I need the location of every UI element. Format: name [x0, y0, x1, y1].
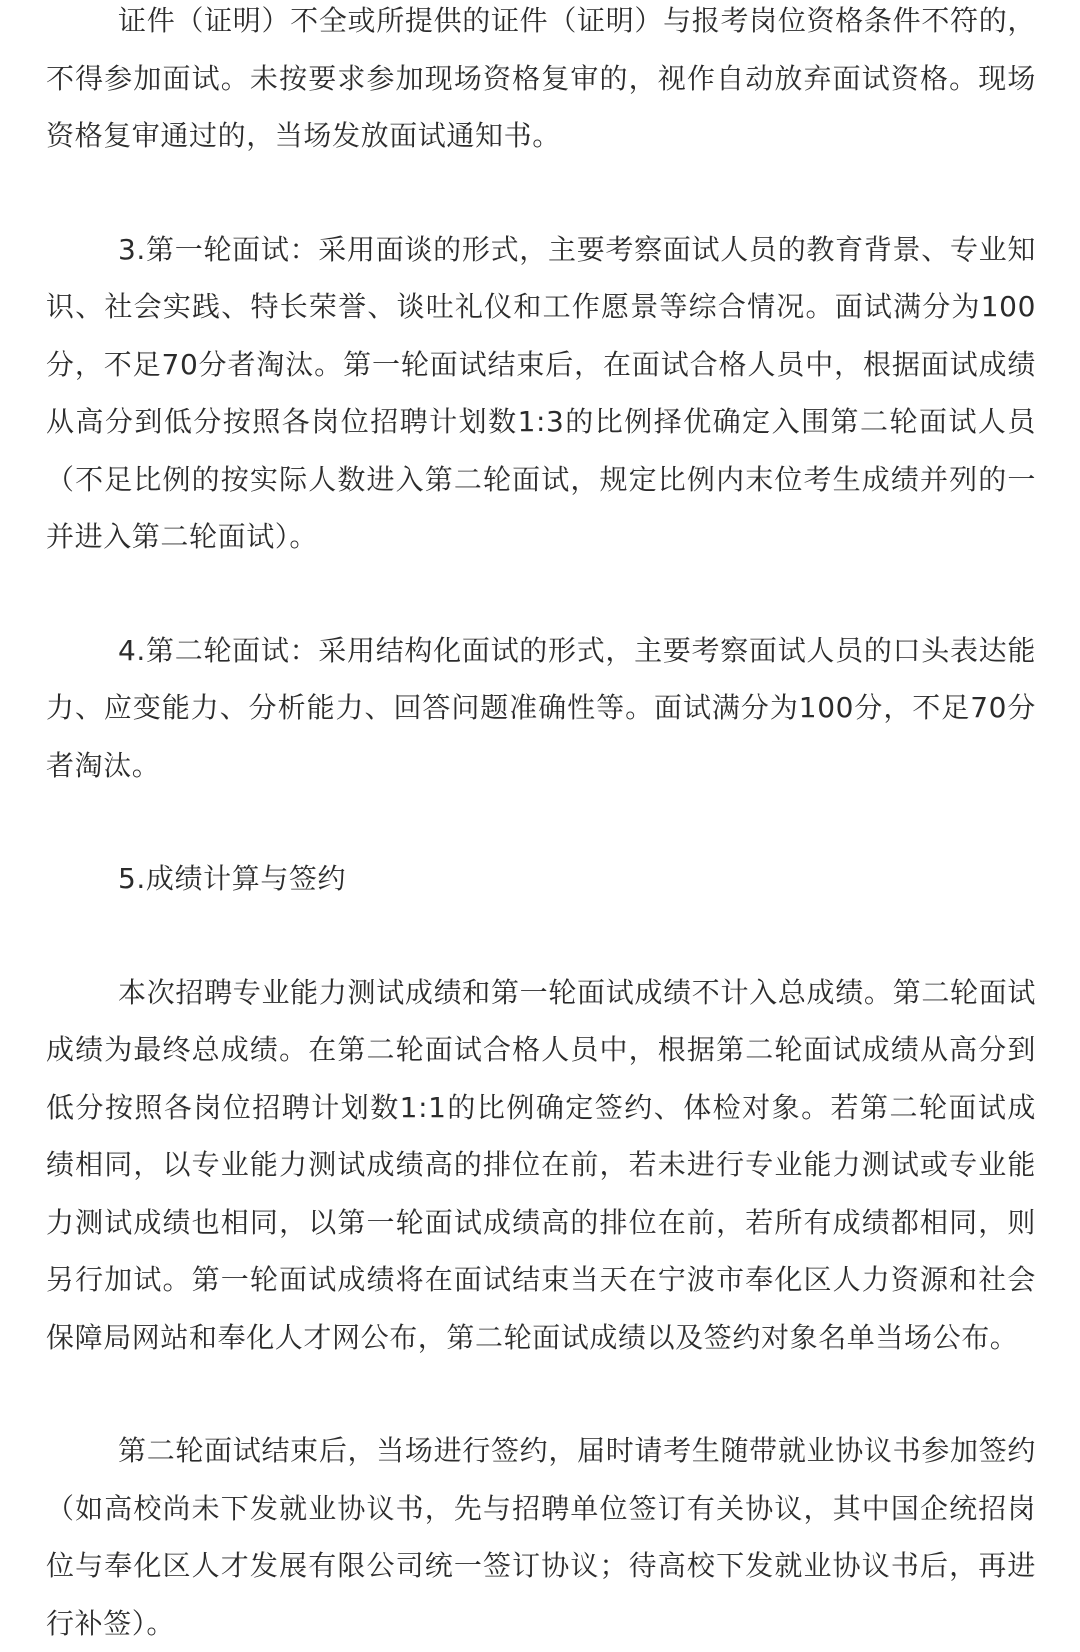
paragraph-gap [46, 165, 1036, 221]
paragraph-score-calculation: 本次招聘专业能力测试成绩和第一轮面试成绩不计入总成绩。第二轮面试成绩为最终总成绩。在第二轮面试合格人员中，根据第二轮面试成绩从高分到低分按照各岗位招聘计划数1:1的比例确定签约、体检对象。若第二轮面试成绩相同，以专业能力测试成绩高的排位在前，若未进行专业能力测试或专业能力测试成绩也相同，以第一轮面试成绩高的排位在前，若所有成绩都相同，则另行加试。第一轮面试成绩将在面试结束当天在宁波市奉化区人力资源和社会保障局网站和奉化人才网公布，第二轮面试成绩以及签约对象名单当场公布。 [46, 975, 1036, 1354]
article-body [46, 0, 1036, 1652]
paragraph-gap [46, 1366, 1036, 1422]
paragraph-first-round-interview: 3.第一轮面试：采用面谈的形式，主要考察面试人员的教育背景、专业知识、社会实践、特长荣誉、谈吐礼仪和工作愿景等综合情况。面试满分为100分，不足70分者淘汰。第一轮面试结束后，在面试合格人员中，根据面试成绩从高分到低分按照各岗位招聘计划数1:3的比例择优确定入围第二轮面试人员（不足比例的按实际人数进入第二轮面试，规定比例内末位考生成绩并列的一并进入第二轮面试）。 [46, 232, 1036, 553]
section-heading-score-and-contract: 5.成绩计算与签约 [118, 862, 347, 895]
paragraph-contract-signing: 第二轮面试结束后，当场进行签约，届时请考生随带就业协议书参加签约（如高校尚未下发就业协议书，先与招聘单位签订有关协议，其中国企统招岗位与奉化区人才发展有限公司统一签订协议；待高校下发就业协议书后，再进行补签）。 [46, 1434, 1036, 1640]
paragraph-gap [46, 566, 1036, 622]
paragraph-qualification-review: 证件（证明）不全或所提供的证件（证明）与报考岗位资格条件不符的，不得参加面试。未按要求参加现场资格复审的，视作自动放弃面试资格。现场资格复审通过的，当场发放面试通知书。 [46, 4, 1036, 152]
paragraph-second-round-interview: 4.第二轮面试：采用结构化面试的形式，主要考察面试人员的口头表达能力、应变能力、分析能力、回答问题准确性等。面试满分为100分，不足70分者淘汰。 [46, 633, 1036, 782]
paragraph-gap [46, 794, 1036, 850]
paragraph-gap [46, 908, 1036, 964]
